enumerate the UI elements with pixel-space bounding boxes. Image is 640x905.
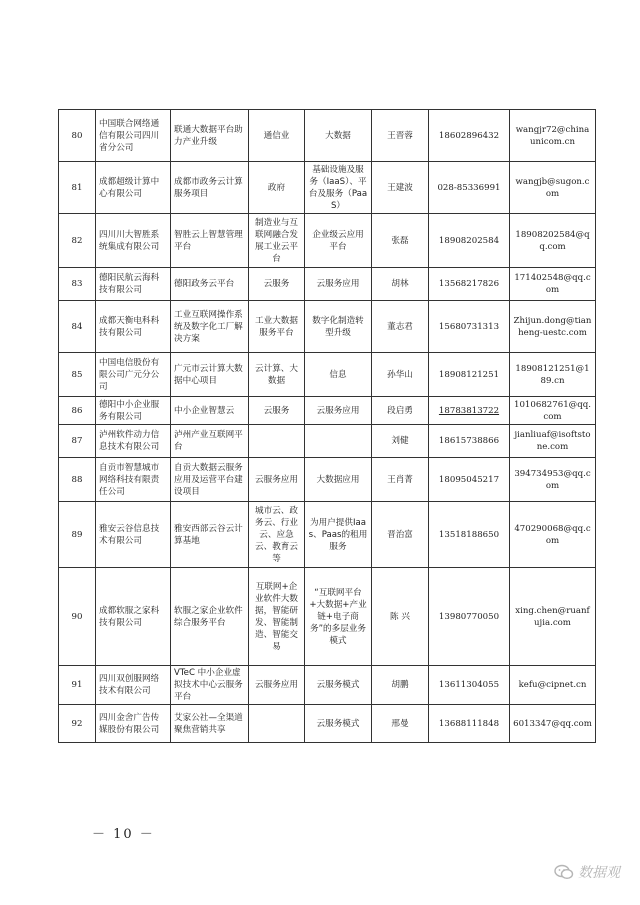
category-cell: 企业级云应用平台 [305, 214, 372, 268]
company-name-cell: 成都软服之家科技有限公司 [96, 568, 171, 666]
industry-cell: 城市云、政务云、行业云、应急云、教育云等 [249, 502, 305, 568]
table-row [59, 110, 596, 162]
email-address-cell: 1010682761@qq.com [510, 397, 596, 425]
table-row [59, 425, 596, 458]
project-name-cell: 工业互联网操作系统及数字化工厂解决方案 [171, 301, 249, 353]
industry-cell [249, 705, 305, 743]
contact-name-cell: 刘健 [372, 425, 429, 458]
table-row [59, 568, 596, 666]
row-number-cell: 83 [59, 268, 96, 301]
project-name-cell: 智胜云上智慧管理平台 [171, 214, 249, 268]
email-address-cell: 6013347@qq.com [510, 705, 596, 743]
project-name-cell: VTeC 中小企业虚拟技术中心云服务平台 [171, 666, 249, 705]
project-table [58, 109, 596, 743]
contact-name-cell: 邢曼 [372, 705, 429, 743]
industry-cell: 云服务应用 [249, 666, 305, 705]
project-name-cell: 成都市政务云计算服务项目 [171, 162, 249, 214]
phone-number-cell: 18602896432 [429, 110, 510, 162]
category-cell: 大数据 [305, 110, 372, 162]
email-address-cell: 18908202584@qq.com [510, 214, 596, 268]
phone-number-cell: 18095045217 [429, 458, 510, 502]
row-number-cell: 87 [59, 425, 96, 458]
phone-number-cell: 15680731313 [429, 301, 510, 353]
category-cell [305, 425, 372, 458]
email-address-cell: 470290068@qq.com [510, 502, 596, 568]
row-number-cell: 92 [59, 705, 96, 743]
contact-name-cell: 陈 兴 [372, 568, 429, 666]
contact-name-cell: 王肖菁 [372, 458, 429, 502]
project-name-cell: 联通大数据平台助力产业升级 [171, 110, 249, 162]
table-row [59, 666, 596, 705]
table-row [59, 268, 596, 301]
company-name-cell: 德阳民航云海科技有限公司 [96, 268, 171, 301]
category-cell: 云服务应用 [305, 397, 372, 425]
row-number-cell: 80 [59, 110, 96, 162]
project-name-cell: 艾家公社—全渠道聚焦营销共享 [171, 705, 249, 743]
row-number-cell: 86 [59, 397, 96, 425]
category-cell: 为用户提供Iaas、Paas的租用服务 [305, 502, 372, 568]
company-name-cell: 泸州软件动力信息技术有限公司 [96, 425, 171, 458]
category-cell: 基础设施及服务（IaaS）、平台及服务（PaaS） [305, 162, 372, 214]
phone-number-cell: 028-85336991 [429, 162, 510, 214]
project-name-cell: 泸州产业互联网平台 [171, 425, 249, 458]
email-address-cell: jianliuaf@isoftstone.com [510, 425, 596, 458]
row-number-cell: 90 [59, 568, 96, 666]
phone-number-cell: 18908202584 [429, 214, 510, 268]
company-name-cell: 中国电信股份有限公司广元分公司 [96, 353, 171, 397]
industry-cell: 云服务 [249, 397, 305, 425]
company-name-cell: 成都天衡电科科技有限公司 [96, 301, 171, 353]
contact-name-cell: 王晋蓉 [372, 110, 429, 162]
email-address-cell: wangjb@sugon.com [510, 162, 596, 214]
industry-cell: 工业大数据服务平台 [249, 301, 305, 353]
email-address-cell: xing.chen@ruanfujia.com [510, 568, 596, 666]
row-number-cell: 82 [59, 214, 96, 268]
industry-cell: 云服务应用 [249, 458, 305, 502]
table-row [59, 353, 596, 397]
company-name-cell: 德阳中小企业服务有限公司 [96, 397, 171, 425]
contact-name-cell: 胡林 [372, 268, 429, 301]
watermark-text: 数据观 [578, 865, 620, 881]
category-cell: 云服务应用 [305, 268, 372, 301]
phone-number-cell: 18615738866 [429, 425, 510, 458]
company-name-cell: 成都超级计算中心有限公司 [96, 162, 171, 214]
wechat-icon [554, 864, 574, 880]
table-row [59, 301, 596, 353]
contact-name-cell: 董志君 [372, 301, 429, 353]
email-address-cell: wangjr72@chinaunicom.cn [510, 110, 596, 162]
phone-number-cell: 13688111848 [429, 705, 510, 743]
project-name-cell: 德阳政务云平台 [171, 268, 249, 301]
email-address-cell: 18908121251@189.cn [510, 353, 596, 397]
industry-cell: 通信业 [249, 110, 305, 162]
watermark [554, 862, 620, 882]
industry-cell [249, 425, 305, 458]
category-cell: 大数据应用 [305, 458, 372, 502]
industry-cell: 制造业与互联网融合发展工业云平台 [249, 214, 305, 268]
category-cell: 云服务模式 [305, 705, 372, 743]
industry-cell: 云计算、大数据 [249, 353, 305, 397]
company-name-cell: 四川双创服网络技术有限公司 [96, 666, 171, 705]
row-number-cell: 81 [59, 162, 96, 214]
industry-cell: 政府 [249, 162, 305, 214]
company-name-cell: 中国联合网络通信有限公司四川省分公司 [96, 110, 171, 162]
table-row [59, 705, 596, 743]
category-cell: 云服务模式 [305, 666, 372, 705]
company-name-cell: 四川金舍广告传媒股份有限公司 [96, 705, 171, 743]
company-name-cell: 自贡市智慧城市网络科技有限责任公司 [96, 458, 171, 502]
contact-name-cell: 晋治富 [372, 502, 429, 568]
phone-number-cell: 13518188650 [429, 502, 510, 568]
row-number-cell: 89 [59, 502, 96, 568]
contact-name-cell: 孙华山 [372, 353, 429, 397]
contact-name-cell: 张磊 [372, 214, 429, 268]
project-name-cell: 广元市云计算大数据中心项目 [171, 353, 249, 397]
table-row [59, 397, 596, 425]
table-row [59, 214, 596, 268]
table-row [59, 502, 596, 568]
category-cell: 信息 [305, 353, 372, 397]
contact-name-cell: 段启勇 [372, 397, 429, 425]
table-row [59, 458, 596, 502]
email-address-cell: 394734953@qq.com [510, 458, 596, 502]
phone-number-cell: 18783813722 [429, 397, 510, 425]
category-cell: 数字化制造转型升级 [305, 301, 372, 353]
project-name-cell: 软服之家企业软件综合服务平台 [171, 568, 249, 666]
page-number: － 10 － [92, 827, 155, 842]
row-number-cell: 88 [59, 458, 96, 502]
project-name-cell: 雅安西部云谷云计算基地 [171, 502, 249, 568]
email-address-cell: Zhijun.dong@tianheng-uestc.com [510, 301, 596, 353]
project-name-cell: 自贡大数据云服务应用及运营平台建设项目 [171, 458, 249, 502]
email-address-cell: 171402548@qq.com [510, 268, 596, 301]
industry-cell: 互联网+企业软件大数据，智能研发、智能制造、智能交易 [249, 568, 305, 666]
category-cell: “互联网平台+大数据+产业链+电子商务”的多层业务模式 [305, 568, 372, 666]
phone-number-cell: 13980770050 [429, 568, 510, 666]
phone-number-cell: 18908121251 [429, 353, 510, 397]
table-row [59, 162, 596, 214]
company-name-cell: 雅安云谷信息技术有限公司 [96, 502, 171, 568]
contact-name-cell: 胡鹏 [372, 666, 429, 705]
row-number-cell: 84 [59, 301, 96, 353]
project-name-cell: 中小企业智慧云 [171, 397, 249, 425]
industry-cell: 云服务 [249, 268, 305, 301]
email-address-cell: kefu@cipnet.cn [510, 666, 596, 705]
phone-number-cell: 13568217826 [429, 268, 510, 301]
company-name-cell: 四川川大智胜系统集成有限公司 [96, 214, 171, 268]
row-number-cell: 85 [59, 353, 96, 397]
phone-number-cell: 13611304055 [429, 666, 510, 705]
contact-name-cell: 王建波 [372, 162, 429, 214]
row-number-cell: 91 [59, 666, 96, 705]
